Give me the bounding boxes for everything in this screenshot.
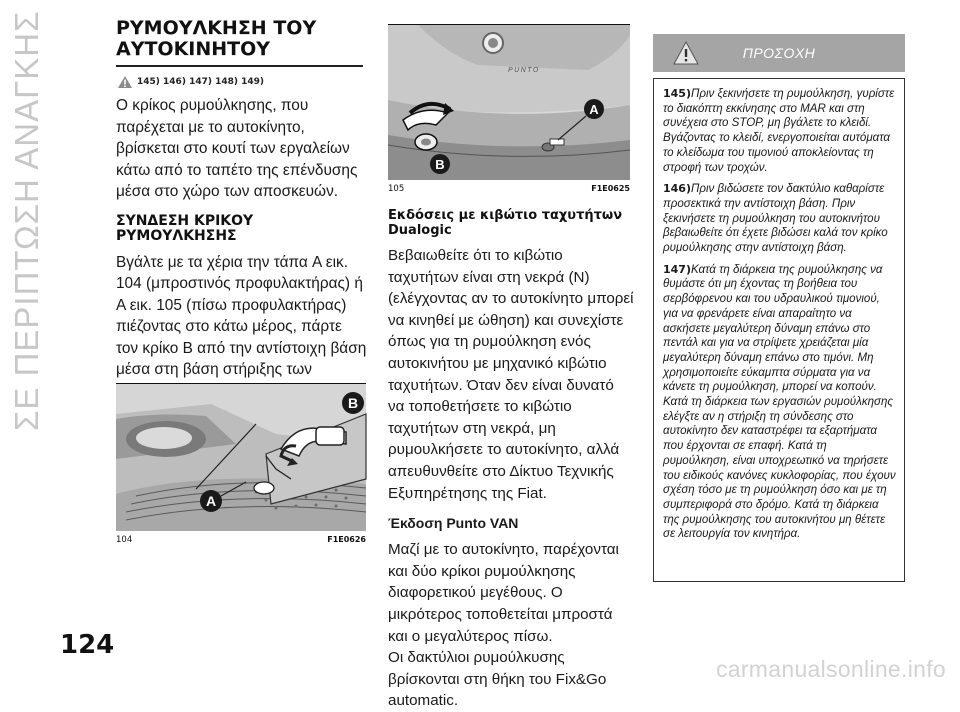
warning-triangle-icon [117,75,133,89]
figure-105 [388,24,630,194]
figure-104-caption [116,535,366,545]
section-title: ΡΥΜΟΥΛΚΗΣΗ ΤΟΥ ΑΥΤΟΚΙΝΗΤΟΥ [116,17,317,60]
figure-105-number: 105 [388,184,405,194]
warning-item-number: 145) [663,87,691,100]
connect-paragraph: Βγάλτε με τα χέρια την τάπα A εικ. 104 (μπροστινός προφυλακτήρας) ή A εικ. 105 (πίσω προφυλακτήρας) πιέζοντας στο κάτω μέρος, πάρτε τον κρίκο B από την αντίστοιχη βάση μέσα στη βάση στήριξης των [116,253,367,378]
intro-paragraph: Ο κρίκος ρυμούλκησης, που παρέχεται με το αυτοκίνητο, βρίσκεται στο κουτί των εργαλείων κάτω από το ταπέτο της επένδυσης μέσα στο χώρο των αποσκευών. [116,97,358,200]
figure-105-code: F1E0625 [591,184,630,193]
title-rule [116,65,363,67]
warning-refs-line [116,75,368,89]
dualogic-paragraph: Βεβαιωθείτε ότι το κιβώτιο ταχυτήτων είναι στη νεκρά (N) (ελέγχοντας αν το αυτοκίνητο μπορεί να κινηθεί με ώθηση) και συνεχίστε όπως για τη ρυμούλκηση ενός αυτοκινήτου με μηχανικό κιβώτιο ταχυτήτων. Όταν δεν είναι δυνατό να τοποθετήσετε το κιβώτιο ταχυτήτων στη νεκρά, μη ρυμουλκήσετε το αυτοκίνητο, αλλά απευθυνθείτε στο Δίκτυο Τεχνικής Εξυπηρέτησης της Fiat. [388,247,634,502]
warning-header-label: ΠΡΟΣΟΧΗ [742,45,816,61]
van-paragraph-2: Οι δακτύλιοι ρυμούλκυσης βρίσκονται στη θήκη του Fix&Go automatic. [388,649,607,710]
warning-item [663,263,896,542]
fig105-label-a: A [589,102,599,117]
fig104-label-b: B [347,395,359,411]
fig105-model-badge: PUNTO [508,67,540,74]
figure-104 [116,383,366,545]
side-chapter-title: ΣΕ ΠΕΡΙΠΤΩΣΗ ΑΝΑΓΚΗΣ [8,10,45,431]
column-left [116,18,368,424]
warning-refs: 145) 146) 147) 148) 149) [137,77,265,87]
warning-item-text: Κατά τη διάρκεια της ρυμούλκησης να θυμάστε ότι μη έχοντας τη βοήθεια του σερβόφρενου και του υδραυλικού τιμονιού, για να φρενάρετε είναι απαραίτητο να ασκήσετε μεγαλύτερη δύναμη επάνω στο πεντάλ και για να στρίψετε χρειάζεται μία μεγαλύτερη δύναμη επάνω στο τιμόνι. Μη χρησιμοποιείτε εύκαμπτα σύρματα για να κάνετε τη ρυμούλκηση, μπορεί να κοπούν. Κατά τη διάρκεια των εργασιών ρυμούλκησης ελέγξτε αν η στήριξη τη σύνδεσης στο αυτοκίνητο δεν καταστρέφει τα εξαρτήματα που έρχονται σε επαφή. Κατά τη ρυμούλκηση, είναι υποχρεωτικό να τηρήσετε του ειδικούς κανόνες κυκλοφορίας, που έχουν σχέση τόσο με τη ρυμούλκηση όσο και με τη συμπεριφορά στο δρόμο. Κατά τη διάρκεια της ρυμούλκησης του αυτοκινήτου μη θέτετε σε λειτουργία τον κινητήρα. [663,263,896,541]
warning-item-number: 146) [663,182,691,196]
watermark: carmanualsonline.info [715,656,946,682]
subsection-title: ΣΥΝΔΕΣΗ ΚΡΙΚΟΥ ΡΥΜΟΥΛΚΗΣΗΣ [116,212,254,244]
figure-104-code: F1E0626 [327,535,366,544]
dualogic-title: Εκδόσεις με κιβώτιο ταχυτήτων Dualogic [388,208,623,238]
warning-item [663,87,896,175]
warning-box [653,78,905,582]
page-number: 124 [60,630,115,660]
rear-bumper-illustration [388,25,630,180]
warning-header [653,34,905,72]
van-paragraph: Μαζί με το αυτοκίνητο, παρέχονται και δύο κρίκοι ρυμούλκησης διαφορετικού μεγέθους. Ο μικρότερος τοποθετείται μπροστά και ο μεγαλύτερος πίσω. [388,541,619,645]
warning-item [663,182,896,256]
figure-105-caption [388,184,630,194]
fig105-label-b: B [435,157,445,172]
warning-item-number: 147) [663,262,691,276]
figure-104-number: 104 [116,535,133,545]
warning-item-text: Πριν βιδώσετε τον δακτύλιο καθαρίστε προσεκτικά την αντίστοιχη βάση. Πριν ξεκινήσετε τη ρυμούλκηση του αυτοκινήτου βεβαιωθείτε ότι έχετε βιδώσει καλά τον κρίκο ρυμούλκησης στην αντίστοιχη βάση. [663,183,888,255]
warning-item-text: Πριν ξεκινήσετε τη ρυμούλκηση, γυρίστε το διακόπτη εκκίνησης στο MAR και στη συνέχεια στο STOP, μη βγάλετε το κλειδί. Βγάζοντας το κλειδί, ενεργοποιείται αυτόματα το κλείδωμα του τιμονιού αποκλείοντας τη στροφή των τροχών. [663,88,895,174]
van-title: Έκδοση Punto VAN [388,515,519,532]
fig104-label-a: A [205,493,217,509]
column-middle [388,208,634,712]
front-bumper-illustration [116,384,366,531]
